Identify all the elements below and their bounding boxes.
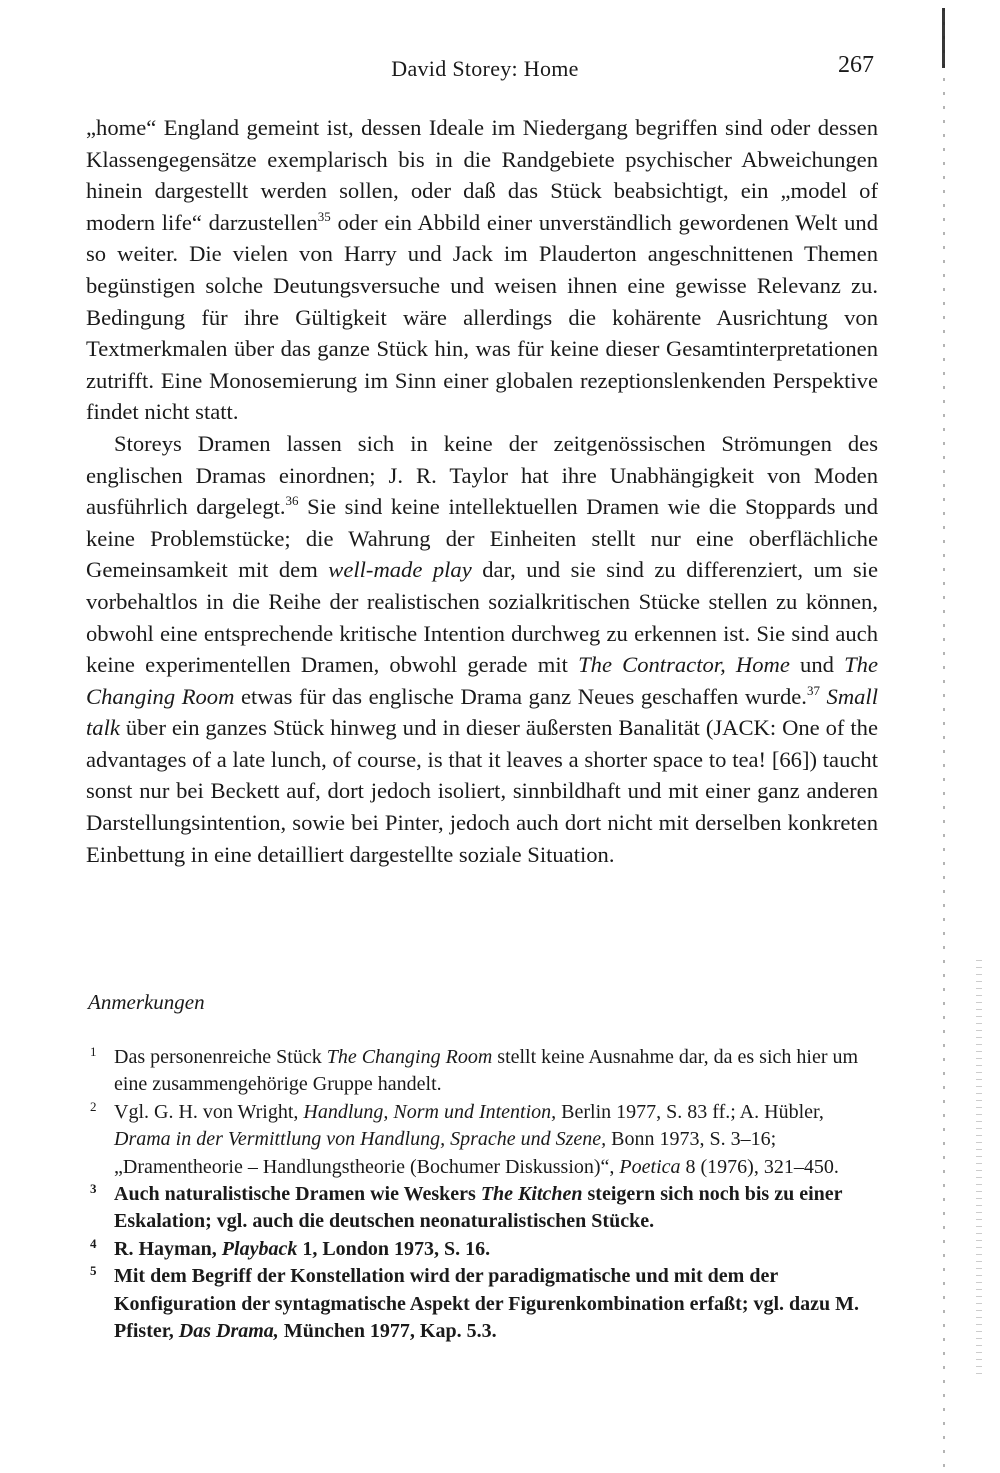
endnote-text: Mit dem Begriff der Konstellation wird der paradigmatische und mit dem der Konfiguration der syntagmatische Aspekt der Figurenkombination erfaßt; vgl. dazu M. Pfister, — [114, 1265, 860, 1343]
endnotes-list — [86, 1044, 878, 1345]
paragraph-2-text-f — [820, 684, 827, 709]
running-head: David Storey: Home — [391, 56, 579, 81]
footnote-ref-37: 37 — [806, 682, 820, 698]
endnote — [86, 1236, 878, 1263]
notes-heading: Anmerkungen — [88, 990, 205, 1014]
endnote-text: Berlin 1977, S. 83 ff.; A. Hübler, — [556, 1100, 824, 1123]
scan-gutter-noise — [976, 960, 982, 1380]
endnote-text: Vgl. G. H. von Wright, — [114, 1100, 304, 1123]
endnote-italic: The Kitchen — [480, 1183, 583, 1206]
italic-term: Small talk — [86, 683, 878, 741]
paragraph-1-tail: oder ein Abbild einer unverständlich gewordenen Welt und so weiter. Die vielen von Harry und Jack im Plauderton angeschnittenen Themen begünstigen solche Deutungsversuche und weisen ihnen eine gewisse Relevanz zu. Bedingung für ihre Gültigkeit wäre allerdings die kohärente Ausrichtung von Textmerkmalen über das ganze Stück hin, was für keine dieser Gesamtinterpretationen zutrifft. Eine Monosemierung im Sinn einer globalen rezeptionslenkenden Perspektive findet nicht statt. — [86, 209, 878, 425]
paragraph-2-text-a: Storeys Dramen lassen sich in keine der zeitgenössischen Strömungen des englischen Dramas einordnen; J. R. Taylor hat ihre Unabhängigkeit von Moden ausführlich dargelegt. — [86, 430, 878, 520]
endnote — [86, 1044, 878, 1099]
endnote-text: Bonn 1973, S. 3–16; „Dramentheorie – Handlungstheorie (Bochumer Diskussion)“, — [114, 1128, 777, 1178]
endnote — [86, 1099, 878, 1181]
endnote — [86, 1263, 878, 1345]
endnote-number: 2 — [90, 1098, 97, 1114]
paragraph-1 — [86, 112, 878, 428]
endnote-italic: The Changing Room — [326, 1046, 493, 1068]
endnote-text: 8 (1976), 321–450. — [680, 1155, 839, 1178]
paragraph-2-text-e: etwas für das englische Drama ganz Neues geschaffen wurde. — [234, 683, 807, 709]
footnote-ref-35: 35 — [317, 208, 331, 224]
footnote-ref-36: 36 — [285, 493, 299, 509]
endnote-text: Das personenreiche Stück — [114, 1046, 327, 1068]
endnote-italic: Drama in der Vermittlung von Handlung, Sprache und Szene, — [114, 1128, 607, 1151]
endnote-text: München 1977, Kap. 5.3. — [278, 1320, 497, 1343]
paragraph-2-text-d: und — [789, 652, 845, 678]
page-number: 267 — [838, 52, 874, 78]
endnote-text: 1, London 1973, S. 16. — [297, 1237, 491, 1260]
endnote-italic: Das Drama, — [178, 1320, 279, 1343]
italic-title: The Contractor, Home — [578, 652, 790, 678]
endnote-number: 4 — [90, 1235, 97, 1251]
main-text — [86, 112, 878, 870]
paragraph-2-text-b: Sie sind keine intellektuellen Dramen wie die Stoppards und keine Problemstücke; die Wahrung der Einheiten stellt nur eine oberflächliche Gemeinsamkeit mit dem — [86, 494, 878, 583]
endnote-italic: Handlung, Norm und Intention, — [303, 1100, 557, 1123]
endnote-text: Auch naturalistische Dramen wie Weskers — [114, 1183, 481, 1206]
italic-title: The Changing Room — [86, 652, 878, 709]
endnote-number: 3 — [90, 1181, 97, 1197]
italic-term: well-made play — [328, 557, 472, 583]
paragraph-2-text-g: über ein ganzes Stück hinweg und in dieser äußersten Banalität (JACK: One of the advantages of a late lunch, of course, is that it leaves a shorter space to tea! [66]) taucht sonst nur bei Beckett auf, dort jedoch isoliert, sinnbildhaft und mit einer ganz anderen Darstellungsintention, sowie bei Pinter, jedoch auch dort nicht mit derselben konkreten Einbettung in eine detailliert dargestellte soziale Situation. — [86, 715, 878, 867]
endnote-text: steigern sich noch bis zu einer Eskalation; vgl. auch die deutschen neonaturalistischen Stücke. — [114, 1183, 843, 1233]
endnote-number: 1 — [90, 1044, 97, 1059]
endnote-number: 5 — [90, 1263, 97, 1279]
scan-edge-shadow — [943, 8, 945, 1468]
endnote-italic: Playback — [221, 1237, 298, 1260]
paragraph-2 — [86, 428, 878, 870]
endnote — [86, 1181, 878, 1236]
paragraph-1-text: „home“ England gemeint ist, dessen Ideale im Niedergang begriffen sind oder dessen Klassengegensätze exemplarisch bis in die Randgebiete psychischer Abweichungen hinein dargestellt werden sollen, oder daß das Stück beabsichtigt, ein „model of modern life“ darzustellen — [86, 115, 878, 235]
endnote-text: R. Hayman, — [114, 1237, 222, 1260]
paragraph-2-text-c: dar, und sie sind zu differenziert, um sie vorbehaltlos in die Reihe der realistischen sozialkritischen Stücke stellen zu können, obwohl eine entsprechende kritische Intention durchweg zu erkennen ist. Sie sind auch keine experimentellen Dramen, obwohl gerade mit — [86, 557, 878, 678]
page-header — [90, 52, 880, 92]
endnote-italic: Poetica — [619, 1155, 681, 1178]
endnote-text: stellt keine Ausnahme dar, da es sich hier um eine zusammengehörige Gruppe handelt. — [114, 1046, 859, 1096]
scan-edge-mark — [942, 8, 945, 68]
